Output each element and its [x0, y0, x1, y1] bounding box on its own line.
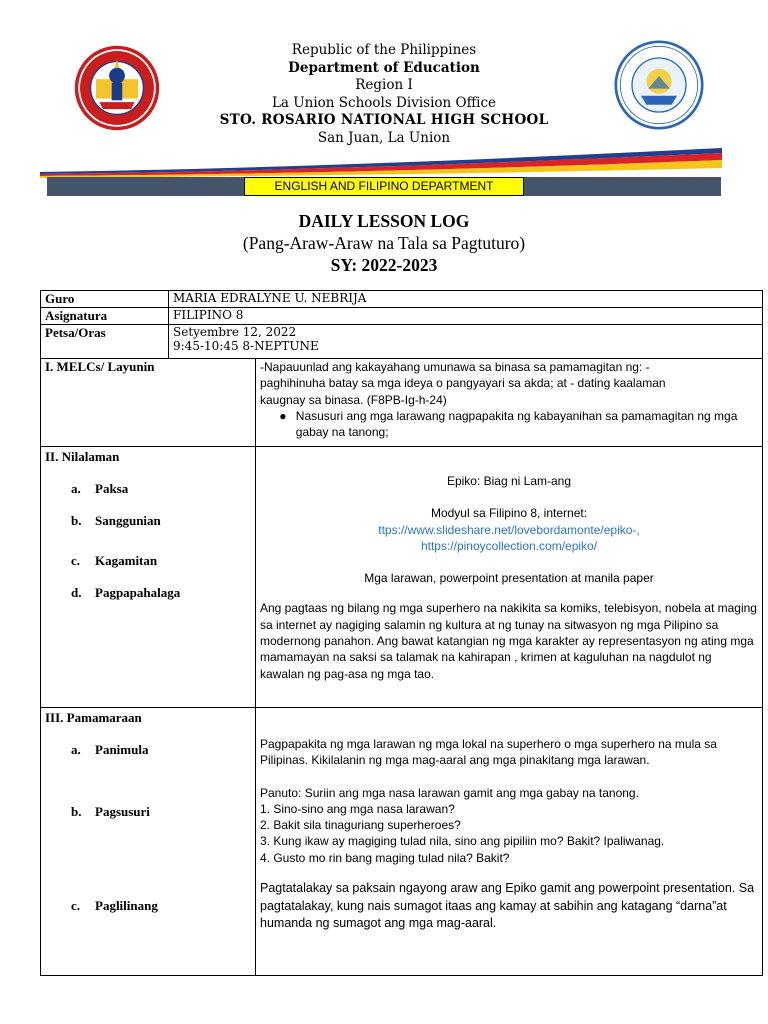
republic-line: Republic of the Philippines: [291, 42, 477, 58]
question-item: 3. Kung ikaw ay magiging tulad nila, sino ang pipiliin mo? Bakit? Ipaliwanag.: [260, 834, 665, 849]
reference-link[interactable]: ttps://www.slideshare.net/lovebordamonte/epiko-,: [378, 522, 640, 537]
row-asignatura: [41, 308, 763, 325]
melcs-line: paghihinuha batay sa mga ideya o pangyayari sa akda; at - dating kaalaman: [260, 376, 666, 391]
item-pagsusuri: b. Pagsusuri: [71, 804, 150, 819]
nilalaman-label: II. Nilalaman: [45, 449, 120, 464]
nilalaman-labels: [41, 447, 256, 708]
item-sanggunian: b. Sanggunian: [71, 513, 161, 528]
melcs-bullet-item: [270, 408, 758, 441]
question-item: 2. Bakit sila tinaguriang superheroes?: [260, 818, 461, 833]
region-line: Region I: [355, 77, 413, 93]
row-melcs: [41, 359, 763, 447]
question-item: 1. Sino-sino ang mga nasa larawan?: [260, 801, 455, 816]
melcs-line: kaugnay sa binasa. (F8PB-Ig-h-24): [260, 392, 447, 407]
melcs-label: I. MELCs/ Layunin: [41, 359, 256, 447]
asignatura-value: FILIPINO 8: [169, 308, 763, 325]
row-nilalaman: [41, 447, 763, 708]
school-seal-logo: [614, 40, 704, 130]
pagpapahalaga-text: Ang pagtaas ng bilang ng mga superhero na nakikita sa komiks, telebisyon, nobela at maging sa internet ay nagiging salamin ng kultura at ng tunay na sitwasyon ng mga Pilipino sa modernong panahon. Ang bawat katangian ng mga karakter ay representasyon ng ating mga mamamayan na saksi sa talamak na kahirapan , krimen at kaguluhan na nagdulot ng kawalan ng pag-asa ng mga tao.: [260, 601, 757, 681]
department-line: Department of Education: [288, 59, 480, 76]
sanggunian-text: Modyul sa Filipino 8, internet:: [430, 506, 588, 521]
department-label: ENGLISH AND FILIPINO DEPARTMENT: [244, 177, 524, 196]
pamamaraan-content: [256, 708, 763, 976]
melcs-content: [256, 359, 763, 447]
petsa-label: Petsa/Oras: [41, 325, 169, 359]
log-title: DAILY LESSON LOG: [298, 211, 470, 231]
nilalaman-content: [256, 447, 763, 708]
guro-label: Guro: [41, 291, 169, 308]
reference-link[interactable]: https://pinoycollection.com/epiko/: [420, 538, 598, 553]
panuto-text: Panuto: Suriin ang mga nasa larawan gamit ang mga gabay na tanong.: [260, 785, 639, 800]
header-stripes: [0, 146, 768, 180]
kagamitan-text: Mga larawan, powerpoint presentation at manila paper: [364, 571, 654, 586]
item-kagamitan: c. Kagamitan: [71, 553, 158, 568]
pamamaraan-labels: [41, 708, 256, 976]
item-paksa: a. Paksa: [71, 481, 129, 496]
guro-value: MARIA EDRALYNE U. NEBRIJA: [169, 291, 763, 308]
paksa-text: Epiko: Biag ni Lam-ang: [446, 474, 572, 488]
row-pamamaraan: [41, 708, 763, 976]
petsa-time: 9:45-10:45 8-NEPTUNE: [173, 339, 319, 353]
bullet-icon: ●: [279, 408, 287, 423]
log-subtitle: (Pang-Araw-Araw na Tala sa Pagtuturo): [242, 233, 526, 253]
melcs-bullet-text: Nasusuri ang mga larawang nagpapakita ng kabayanihan sa pamamagitan ng mga gabay na tanong;: [295, 408, 738, 440]
melcs-line: -Napauunlad ang kakayahang umunawa sa binasa sa pamamagitan ng: -: [260, 360, 650, 374]
petsa-date: Setyembre 12, 2022: [173, 325, 297, 339]
letterhead: [0, 0, 768, 210]
petsa-value: [169, 325, 763, 359]
panimula-text: Pagpapakita ng mga larawan ng mga lokal na superhero o mga superhero na mula sa Pilipinas. Kikilalanin ng mga mag-aaral ang mga pinakitang mga larawan.: [260, 737, 717, 768]
row-petsa: [41, 325, 763, 359]
pamamaraan-label: III. Pamamaraan: [45, 710, 142, 725]
lesson-log-table: [40, 290, 763, 976]
question-item: 4. Gusto mo rin bang maging tulad nila? Bakit?: [260, 850, 510, 865]
row-guro: [41, 291, 763, 308]
item-pagpapahalaga: d. Pagpapahalaga: [71, 585, 181, 600]
deped-seal-logo: [73, 44, 161, 132]
asignatura-label: Asignatura: [41, 308, 169, 325]
item-panimula: a. Panimula: [71, 742, 149, 757]
item-paglilinang: c. Paglilinang: [71, 898, 158, 913]
school-year: SY: 2022-2023: [330, 255, 438, 275]
school-location: San Juan, La Union: [317, 129, 451, 146]
paglilinang-text: Pagtatalakay sa paksain ngayong araw ang Epiko gamit ang powerpoint presentation. Sa pagtatalakay, kung nais sumagot itaas ang kamay at sabihin ang katagang “darna”at humanda ng sumagot ang mga mag-aaral.: [260, 881, 755, 931]
school-name: STO. ROSARIO NATIONAL HIGH SCHOOL: [219, 112, 549, 128]
division-line: La Union Schools Division Office: [271, 94, 497, 111]
